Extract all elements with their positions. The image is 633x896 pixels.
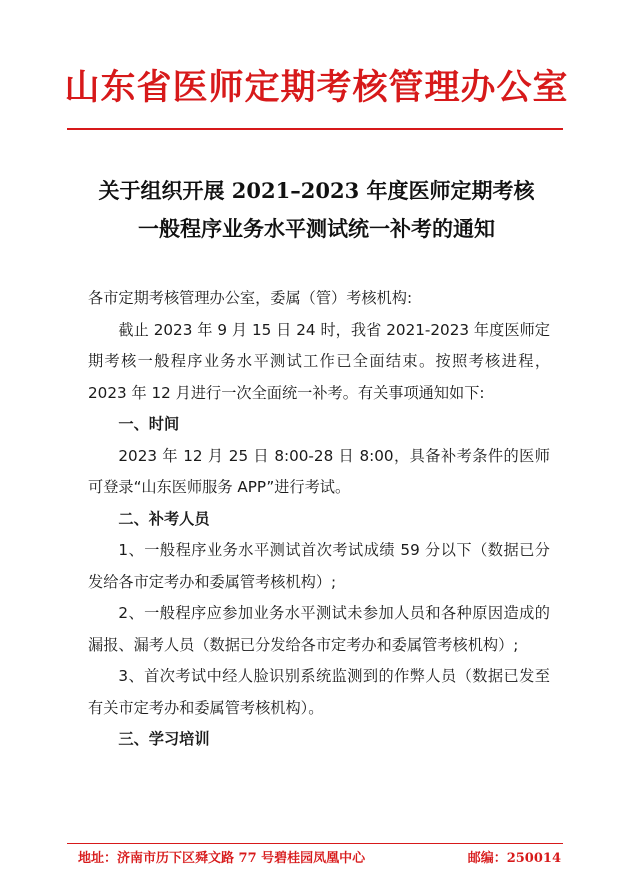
title-line-2: 一般程序业务水平测试统一补考的通知 [138, 216, 495, 241]
title-line-1: 关于组织开展 2021–2023 年度医师定期考核 [98, 178, 535, 203]
masthead-divider [67, 128, 563, 130]
footer-postcode: 邮编：250014 [467, 851, 561, 866]
examinee-item-1: 1、一般程序业务水平测试首次考试成绩 59 分以下（数据已分发给各市定考办和委属管考核机构）; [88, 541, 550, 591]
salutation: 各市定期考核管理办公室，委属（管）考核机构: [88, 289, 413, 307]
section-heading-training: 三、学习培训 [118, 730, 210, 748]
section-heading-time: 一、时间 [118, 415, 180, 433]
section-time-text: 2023 年 12 月 25 日 8:00-28 日 8:00，具备补考条件的医师可登录“山东医师服务 APP”进行考试。 [88, 446, 550, 496]
examinee-item-2: 2、一般程序应参加业务水平测试未参加人员和各种原因造成的漏报、漏考人员（数据已分发给各市定考办和委属管考核机构）; [88, 604, 550, 654]
footer-address: 地址：济南市历下区舜文路 77 号碧桂园凤凰中心 [78, 851, 366, 866]
intro-paragraph: 截止 2023 年 9 月 15 日 24 时，我省 2021-2023 年度医师定期考核一般程序业务水平测试工作已全面结束。按照考核进程，2023 年 12 月进行一次全面统一补考。有关事项通知如下: [88, 320, 550, 402]
document-footer [78, 850, 561, 868]
document-masthead: 山东省医师定期考核管理办公室 [64, 67, 569, 108]
document-title [0, 172, 633, 248]
footer-divider [67, 843, 563, 844]
examinee-item-3: 3、首次考试中经人脸识别系统监测到的作弊人员（数据已发至有关市定考办和委属管考核机构）。 [88, 667, 550, 717]
document-body [88, 283, 550, 756]
section-heading-examinees: 二、补考人员 [118, 509, 210, 528]
